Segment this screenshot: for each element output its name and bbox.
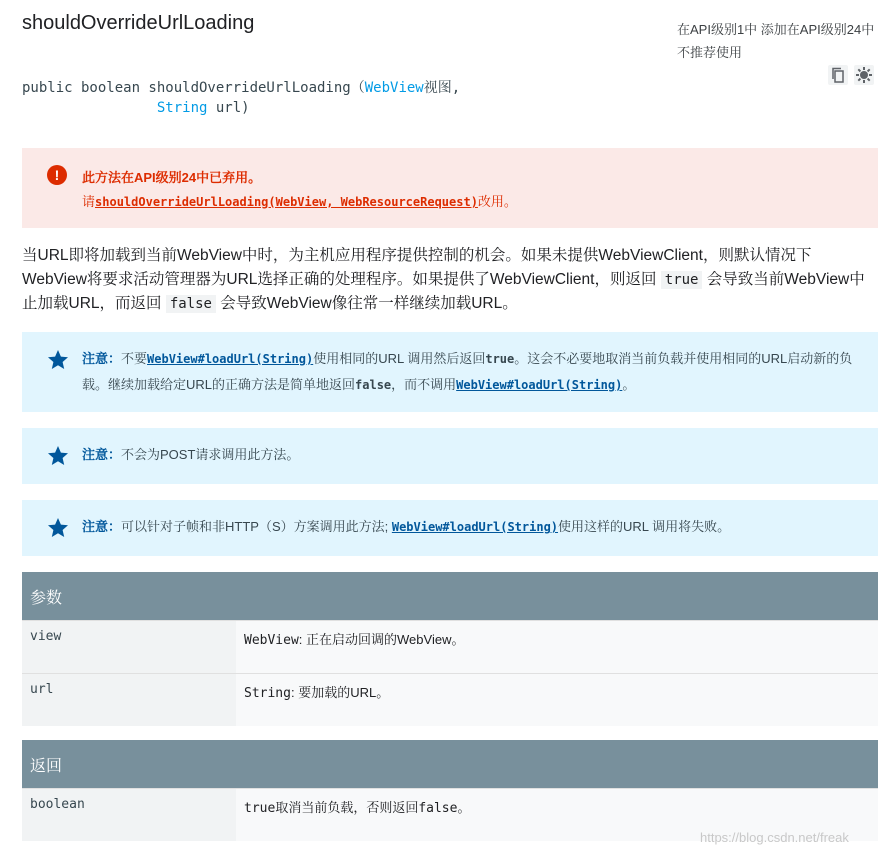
note-text: 可以针对子帧和非HTTP（S）方案调用此方法; <box>121 519 392 534</box>
brightness-icon <box>856 67 872 83</box>
table-row <box>22 620 878 673</box>
param2-name: url) <box>207 100 250 116</box>
parameters-table <box>22 572 878 726</box>
keyword-true: true <box>485 352 515 366</box>
note-text: ，而不调用 <box>391 377 457 392</box>
loadurl-link[interactable]: WebView#loadUrl(String) <box>147 352 314 366</box>
star-icon <box>46 516 70 540</box>
note-label: 注意： <box>82 447 122 462</box>
deprecation-replacement <box>82 191 517 210</box>
note-box-1 <box>22 332 878 412</box>
parameters-heading: 参数 <box>22 572 878 620</box>
table-row <box>22 673 878 726</box>
desc-part1: 当URL即将加载到当前WebView中时，为主机应用程序提供控制的机会。如果未提供WebViewClient，则默认情况下WebView将要求活动管理器为URL选择正确的处理程序。如果提供了WebViewClient，则返回 <box>22 247 812 288</box>
keyword-false: false <box>355 378 392 392</box>
loadurl-link[interactable]: WebView#loadUrl(String) <box>456 378 623 392</box>
param-description: : 正在启动回调的WebView。 <box>298 632 465 647</box>
param-type: WebView <box>244 633 299 648</box>
watermark: https://blog.csdn.net/freak <box>700 830 849 845</box>
desc-part2: 会导致当前WebView中止加载URL，而返回 <box>22 271 865 312</box>
deprecation-notice <box>22 148 878 228</box>
note-text-1 <box>82 346 854 398</box>
return-type: boolean <box>22 789 236 841</box>
replacement-prefix: 请 <box>82 194 96 209</box>
method-signature <box>22 78 460 118</box>
star-icon <box>46 348 70 372</box>
param-type: String <box>244 686 291 701</box>
note-box-3 <box>22 500 878 556</box>
signature-indent <box>22 100 157 116</box>
method-description <box>22 244 872 316</box>
theme-toggle-button[interactable] <box>854 65 874 85</box>
param-name: view <box>22 621 236 673</box>
desc-code-true: true <box>661 271 703 289</box>
star-icon <box>46 444 70 468</box>
return-text: 取消当前负载，否则返回 <box>275 800 419 815</box>
method-title: shouldOverrideUrlLoading <box>22 12 255 34</box>
note-text: 不要 <box>121 351 148 366</box>
note-text: 使用相同的URL 调用然后返回 <box>313 351 486 366</box>
param-desc <box>236 621 878 673</box>
param-name: url <box>22 674 236 726</box>
returns-heading: 返回 <box>22 740 878 788</box>
replacement-suffix: 改用。 <box>477 194 517 209</box>
loadurl-link[interactable]: WebView#loadUrl(String) <box>391 520 559 534</box>
alert-icon: ! <box>47 165 67 185</box>
note-text-3 <box>82 514 854 540</box>
param1-name: 视图, <box>423 80 461 96</box>
desc-part3: 会导致WebView像往常一样继续加载URL。 <box>215 295 518 312</box>
note-text: 使用这样的URL 调用将失败。 <box>558 519 731 534</box>
return-text: 。 <box>457 800 471 815</box>
replacement-link[interactable]: shouldOverrideUrlLoading(WebView, WebResourceRequest) <box>95 195 478 209</box>
param-desc <box>236 674 878 726</box>
toolbar <box>828 65 874 85</box>
copy-button[interactable] <box>828 65 848 85</box>
copy-icon <box>831 67 845 83</box>
api-level-info: 在API级别1中 添加在API级别24中不推荐使用 <box>677 22 875 60</box>
webview-type-link[interactable]: WebView <box>364 80 424 96</box>
signature-prefix: public boolean shouldOverrideUrlLoading（ <box>22 80 365 96</box>
desc-code-false: false <box>166 295 216 313</box>
note-text: 不会为POST请求调用此方法。 <box>121 447 300 462</box>
deprecation-title: 此方法在API级别24中已弃用。 <box>82 170 262 185</box>
note-text: 。 <box>622 377 636 392</box>
keyword-false: false <box>418 801 458 816</box>
note-text: 。这会不必要地取消当前负载并使用相同的URL启动新的负载。继续加载给定URL的正确方法是简单地返回 <box>82 351 853 392</box>
note-label: 注意： <box>82 519 122 534</box>
note-text-2 <box>82 442 854 467</box>
note-label: 注意： <box>82 351 122 366</box>
returns-table <box>22 740 878 841</box>
note-box-2 <box>22 428 878 484</box>
keyword-true: true <box>244 801 276 816</box>
param-description: : 要加载的URL。 <box>290 685 390 700</box>
string-type-link[interactable]: String <box>156 100 208 116</box>
